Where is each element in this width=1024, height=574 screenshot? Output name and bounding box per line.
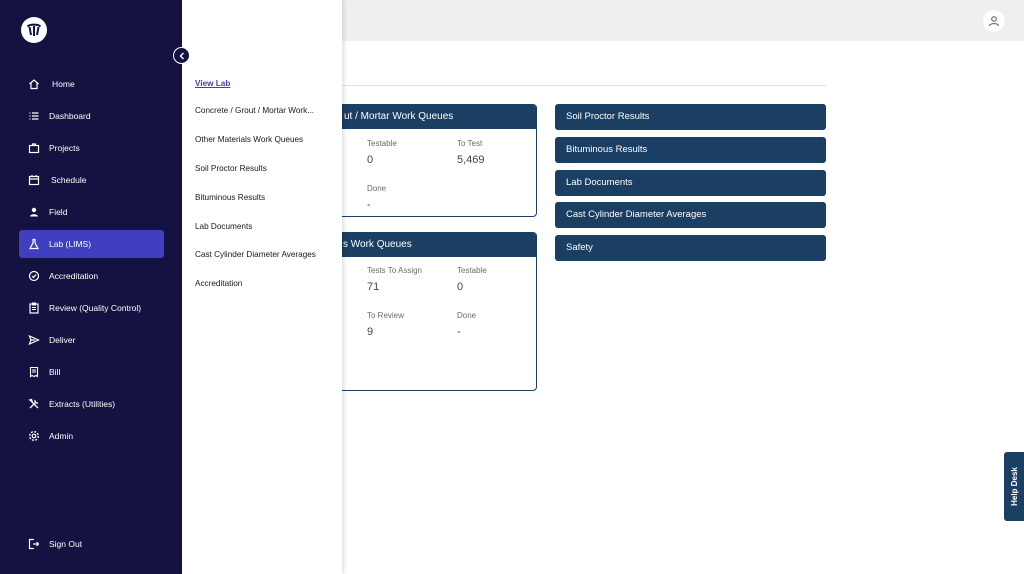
- sidebar-item-label: Extracts (Utilities): [49, 399, 116, 409]
- submenu-item-soil-proctor[interactable]: Soil Proctor Results: [195, 164, 267, 173]
- submenu-item-bituminous[interactable]: Bituminous Results: [195, 193, 266, 202]
- gear-icon: [19, 430, 49, 442]
- sidebar-item-label: Schedule: [51, 175, 87, 185]
- stat-value: -: [457, 326, 461, 338]
- home-icon: [19, 78, 49, 90]
- stat-value: 9: [367, 326, 374, 338]
- logo-icon: [25, 21, 43, 39]
- link-safety[interactable]: Safety: [555, 235, 826, 261]
- sidebar-item-lab-lims[interactable]: [19, 230, 164, 258]
- stat-label: Done: [367, 184, 387, 193]
- sign-out-button[interactable]: [19, 530, 164, 558]
- submenu-item-accreditation[interactable]: Accreditation: [195, 279, 243, 288]
- queue-card-concrete[interactable]: [332, 104, 537, 217]
- sidebar-item-field[interactable]: [19, 198, 164, 226]
- sidebar-item-label: Field: [49, 207, 68, 217]
- stat-value: 5,469: [457, 154, 485, 166]
- chevron-left-icon: [178, 52, 186, 60]
- sidebar: [0, 0, 182, 574]
- stat-label: Done: [457, 311, 477, 320]
- user-icon: [988, 15, 1000, 27]
- stat-label: To Review: [367, 311, 404, 320]
- sidebar-item-label: Review (Quality Control): [49, 303, 142, 313]
- person-icon: [19, 206, 49, 218]
- stat-value: 0: [457, 281, 464, 293]
- sidebar-item-accreditation[interactable]: [19, 262, 164, 290]
- stat-value: 71: [367, 281, 380, 293]
- submenu-item-concrete[interactable]: Concrete / Grout / Mortar Work...: [195, 106, 315, 115]
- stat-label: To Test: [457, 139, 483, 148]
- sidebar-item-label: Lab (LIMS): [49, 239, 92, 249]
- sidebar-item-review[interactable]: [19, 294, 164, 322]
- content-divider: [342, 85, 826, 86]
- sidebar-item-home[interactable]: [19, 70, 164, 98]
- tools-icon: [19, 398, 49, 410]
- link-soil-proctor-results[interactable]: Soil Proctor Results: [555, 104, 826, 130]
- sidebar-item-label: Dashboard: [49, 111, 91, 121]
- card-title: s Work Queues: [333, 233, 536, 257]
- lab-submenu: [182, 0, 342, 574]
- submenu-item-cast-cylinder[interactable]: Cast Cylinder Diameter Averages: [195, 250, 316, 259]
- sidebar-item-label: Projects: [49, 143, 80, 153]
- sidebar-item-projects[interactable]: [19, 134, 164, 162]
- stat-label: Tests To Assign: [367, 266, 422, 275]
- help-desk-tab[interactable]: [1004, 452, 1024, 521]
- link-lab-documents[interactable]: Lab Documents: [555, 170, 826, 196]
- sidebar-item-deliver[interactable]: [19, 326, 164, 354]
- flask-icon: [19, 238, 49, 250]
- stat-label: Testable: [367, 139, 397, 148]
- sidebar-item-label: Home: [52, 79, 75, 89]
- stat-value: 0: [367, 154, 374, 166]
- sidebar-item-schedule[interactable]: [19, 166, 164, 194]
- logo[interactable]: [21, 17, 47, 43]
- send-icon: [19, 334, 49, 346]
- clipboard-icon: [19, 302, 49, 314]
- submenu-item-view-lab[interactable]: View Lab: [195, 79, 231, 88]
- logout-icon: [19, 538, 49, 550]
- calendar-icon: [19, 174, 49, 186]
- collapse-sidebar-button[interactable]: [173, 47, 190, 64]
- badge-check-icon: [19, 270, 49, 282]
- card-title: ut / Mortar Work Queues: [333, 105, 536, 129]
- receipt-icon: [19, 366, 49, 378]
- submenu-item-lab-documents[interactable]: Lab Documents: [195, 222, 253, 231]
- sidebar-item-dashboard[interactable]: [19, 102, 164, 130]
- sidebar-item-label: Accreditation: [49, 271, 99, 281]
- sidebar-item-label: Admin: [49, 431, 74, 441]
- sidebar-item-admin[interactable]: [19, 422, 164, 450]
- link-cast-cylinder-diameter-averages[interactable]: Cast Cylinder Diameter Averages: [555, 202, 826, 228]
- sidebar-item-label: Bill: [49, 367, 61, 377]
- submenu-item-other-materials[interactable]: Other Materials Work Queues: [195, 135, 304, 144]
- link-bituminous-results[interactable]: Bituminous Results: [555, 137, 826, 163]
- sidebar-item-bill[interactable]: [19, 358, 164, 386]
- user-menu-button[interactable]: [983, 10, 1005, 32]
- list-icon: [19, 110, 49, 122]
- briefcase-icon: [19, 142, 49, 154]
- sign-out-label: Sign Out: [49, 539, 83, 549]
- queue-card-other-materials[interactable]: [332, 232, 537, 391]
- stat-label: Testable: [457, 266, 487, 275]
- sidebar-item-label: Deliver: [49, 335, 76, 345]
- help-desk-label: Help Desk: [1009, 467, 1019, 506]
- sidebar-item-extracts[interactable]: [19, 390, 164, 418]
- stat-value: -: [367, 199, 371, 211]
